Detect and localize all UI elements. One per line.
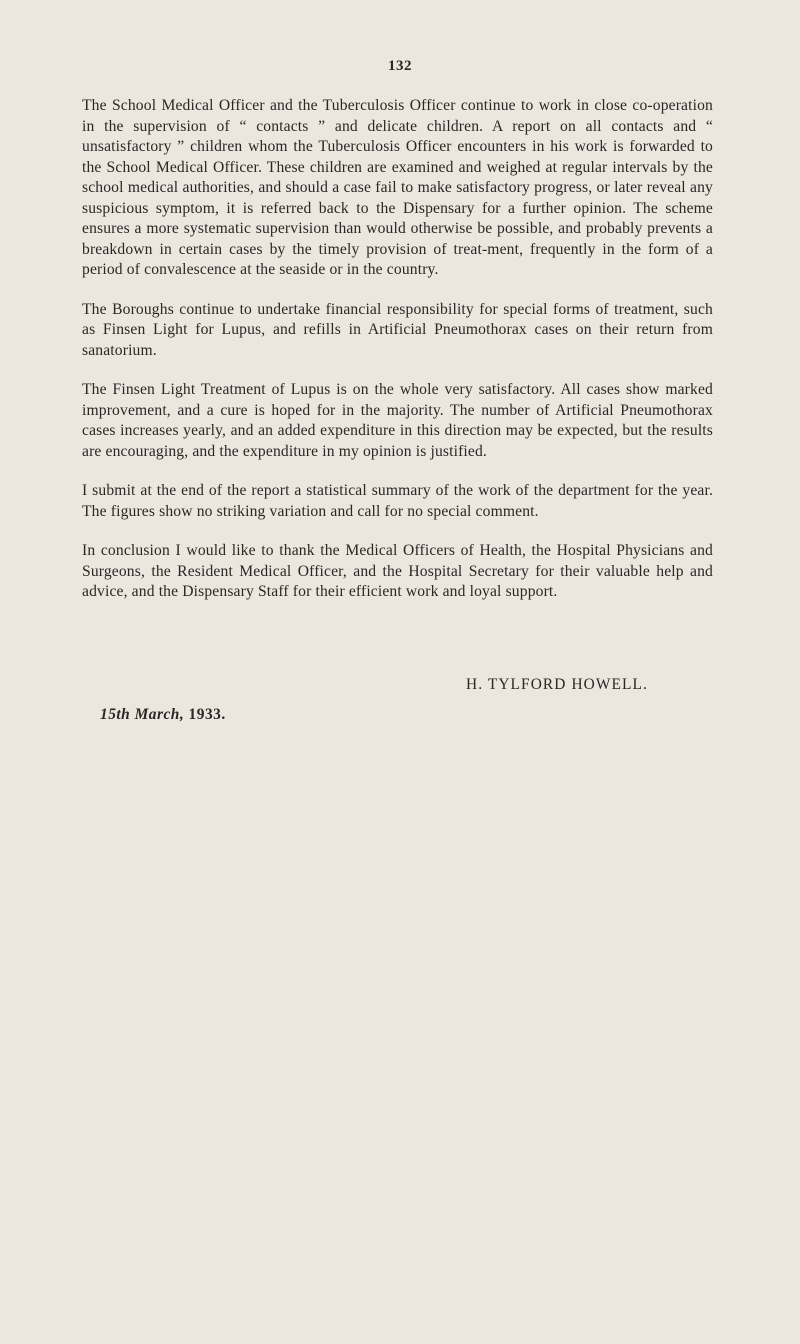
page-number: 132	[388, 58, 412, 74]
date-year: 1933.	[188, 706, 226, 723]
report-date	[100, 706, 226, 724]
paragraph-statistical-summary: I submit at the end of the report a statistical summary of the work of the department for the year. The figures show no striking variation and call for no special comment.	[82, 482, 713, 520]
paragraph-conclusion: In conclusion I would like to thank the Medical Officers of Health, the Hospital Physicians and Surgeons, the Resident Medical Officer, and the Hospital Secretary for their valuable help and advice, and the Dispensary Staff for their efficient work and loyal support.	[82, 542, 713, 600]
paragraph-finsen-light: The Finsen Light Treatment of Lupus is on the whole very satisfactory. All cases show marked improvement, and a cure is hoped for in the majority. The number of Artificial Pneumothorax cases increases yearly, and an added expenditure in this direction may be expected, but the results are encouraging, and the expenditure in my opinion is justified.	[82, 381, 713, 460]
paragraph-school-medical-officer: The School Medical Officer and the Tuberculosis Officer continue to work in close co-operation in the supervision of “ contacts ” and delicate children. A report on all contacts and “ unsatisfactory ” children whom the Tuberculosis Officer encounters in his work is forwarded to the School Medical Officer. These children are examined and weighed at regular intervals by the school medical authorities, and should a case fail to make satisfactory progress, or later reveal any suspicious symptom, it is referred back to the Dispensary for a further opinion. The scheme ensures a more systematic supervision than would otherwise be possible, and probably prevents a breakdown in certain cases by the timely provision of treat-ment, frequently in the form of a period of convalescence at the seaside or in the country.	[82, 97, 713, 278]
date-day-month: 15th March,	[100, 706, 185, 723]
paragraph-boroughs-financial: The Boroughs continue to undertake financial responsibility for special forms of treatment, such as Finsen Light for Lupus, and refills in Artificial Pneumothorax cases on their return from sanatorium.	[82, 300, 713, 359]
report-body	[82, 96, 713, 622]
signature: H. TYLFORD HOWELL.	[466, 676, 648, 693]
